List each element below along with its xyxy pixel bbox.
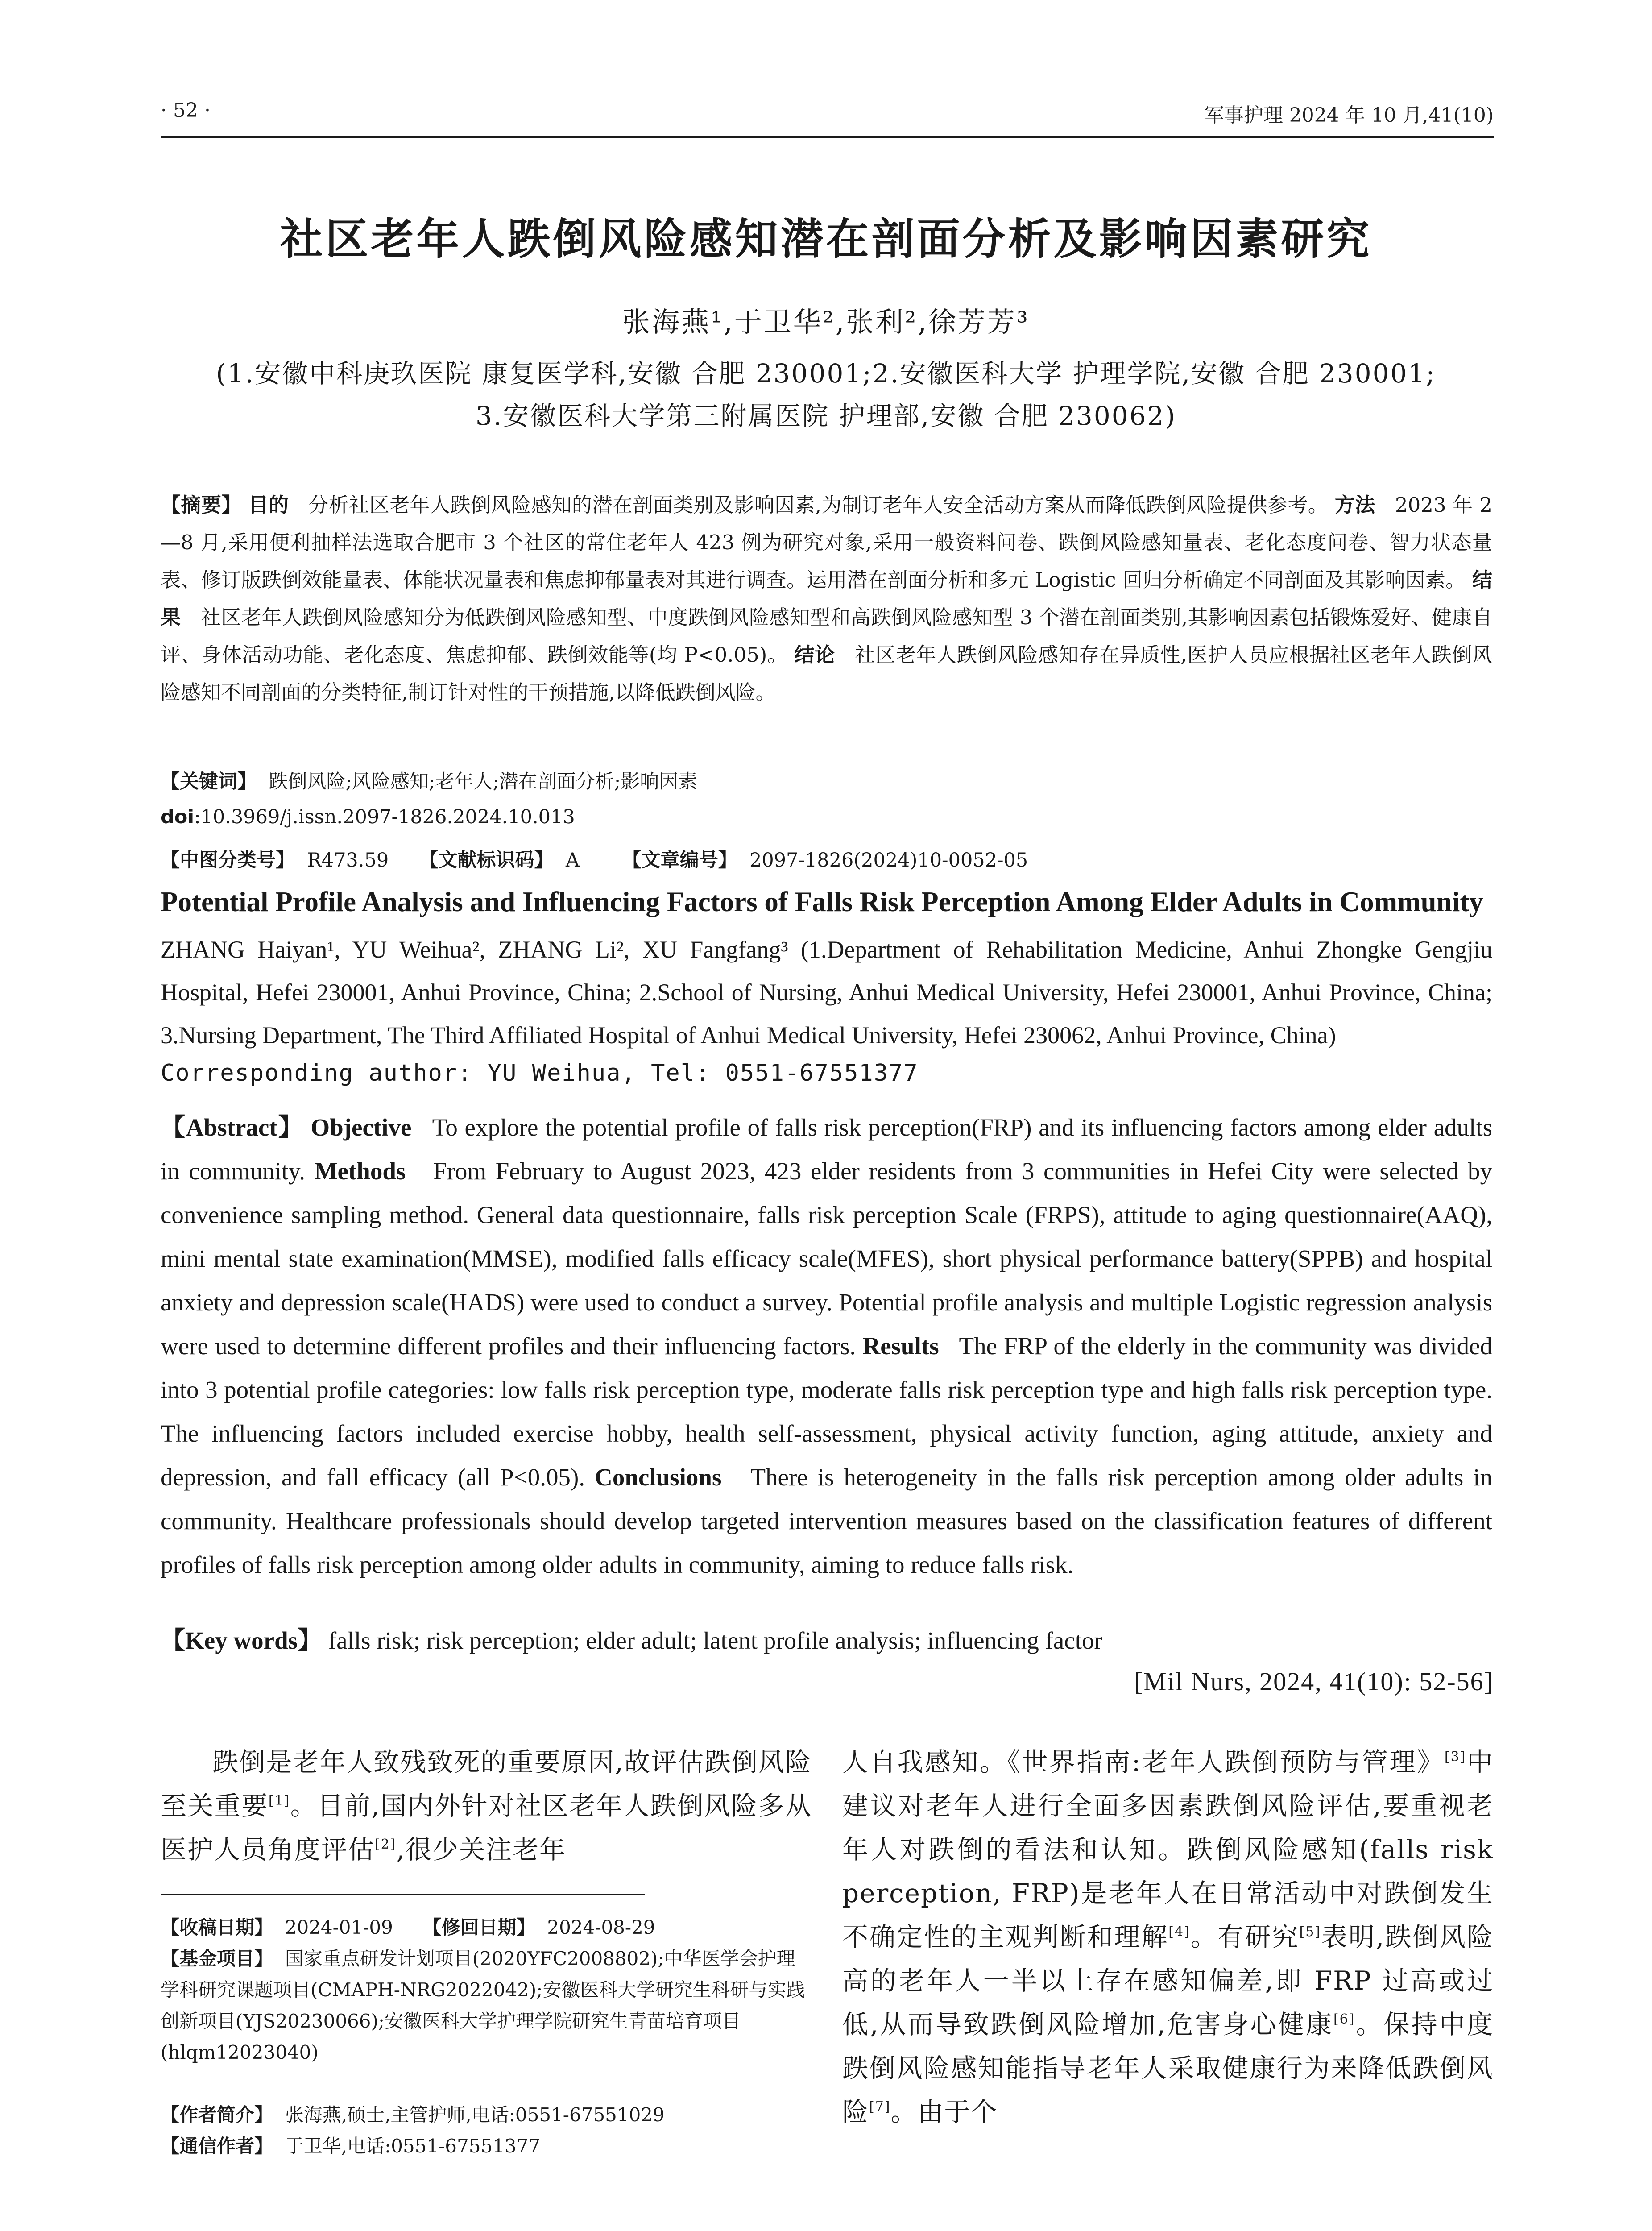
- article-no-value: 2097-1826(2024)10-0052-05: [749, 849, 1028, 871]
- doi-line: [161, 806, 575, 828]
- body-text: 人自我感知。《世界指南:老年人跌倒预防与管理》: [842, 1747, 1445, 1777]
- en-results-text: The FRP of the elderly in the community was divided into 3 potential profile categories: low falls risk perception type, moderate falls risk perception type and high falls risk perception type. The influencing factors included exercise hobby, health self-assessment, physical activity function, aging attitude, anxiety and depression, and fall efficacy (all P<0.05).: [161, 1332, 1493, 1491]
- en-results-label: Results: [862, 1332, 939, 1360]
- header-rule: [161, 136, 1494, 138]
- footnote-rule: [161, 1894, 645, 1895]
- author-bio-label: 【作者简介】: [161, 2104, 273, 2126]
- english-title: Potential Profile Analysis and Influencing Factors of Falls Risk Perception Among Elder Adults in Community: [161, 886, 1483, 917]
- revised-date: 2024-08-29: [547, 1916, 655, 1938]
- methods-text: 2023 年 2—8 月,采用便利抽样法选取合肥市 3 个社区的常住老年人 423 例为研究对象,采用一般资料问卷、跌倒风险感知量表、老化态度问卷、智力状态量表、修订版跌倒效能量表、体能状况量表和焦虑抑郁量表对其进行调查。运用潜在剖面分析和多元 Logistic 回归分析确定不同剖面及其影响因素。: [161, 493, 1492, 592]
- ref-7[interactable]: [7]: [869, 2099, 891, 2115]
- article-title: 社区老年人跌倒风险感知潜在剖面分析及影响因素研究: [280, 214, 1372, 264]
- footnote-author: [161, 2099, 812, 2131]
- keywords-zh-text: 跌倒风险;风险感知;老年人;潜在剖面分析;影响因素: [269, 771, 698, 793]
- author-list: 张海燕¹,于卫华²,张利²,徐芳芳³: [622, 306, 1030, 338]
- ref-3[interactable]: [3]: [1444, 1749, 1466, 1765]
- doc-code-value: A: [565, 849, 580, 871]
- doc-code-label: 【文献标识码】: [419, 849, 554, 871]
- en-methods-text: From February to August 2023, 423 elder residents from 3 communities in Hefei City were selected by convenience sampling method. General data questionnaire, falls risk perception Scale (FRPS), attitude to aging questionnaire(AAQ), mini mental state examination(MMSE), modified falls efficacy scale(MFES), short physical performance battery(SPPB) and hospital anxiety and depression scale(HADS) were used to conduct a survey. Potential profile analysis and multiple Logistic regression analysis were used to determine different profiles and their influencing factors.: [161, 1157, 1493, 1360]
- affiliation-line-1: (1.安徽中科庚玖医院 康复医学科,安徽 合肥 230001;2.安徽医科大学 护理学院,安徽 合肥 230001;: [216, 358, 1436, 389]
- keywords-zh-label: 【关键词】: [161, 771, 257, 793]
- en-objective-label: Objective: [311, 1114, 412, 1141]
- body-right-column: [842, 1740, 1494, 2134]
- body-text: 表明,跌倒风险高的老年人一半以上存在感知偏差,即 FRP 过高或过低,从而导致跌倒风险增加,危害身心健康: [842, 1922, 1494, 2040]
- doi-link[interactable]: :10.3969/j.issn.2097-1826.2024.10.013: [194, 806, 575, 828]
- revised-label: 【修回日期】: [422, 1916, 535, 1938]
- body-text: 。由于个: [890, 2097, 998, 2127]
- received-date: 2024-01-09: [285, 1916, 393, 1938]
- ref-2[interactable]: [2]: [375, 1837, 397, 1852]
- journal-info: 军事护理 2024 年 10 月,41(10): [1204, 104, 1494, 127]
- body-text: 。有研究: [1190, 1922, 1300, 1952]
- page-number: · 52 ·: [161, 99, 211, 122]
- body-left-column: [161, 1740, 812, 1871]
- body-text: 中建议对老年人进行全面多因素跌倒风险评估,要重视老年人对跌倒的看法和认知。跌倒风险感知(falls risk perception, FRP)是老年人在日常活动中对跌倒发生不确定性的主观判断和理解: [842, 1747, 1494, 1952]
- body-text: ,很少关注老年: [396, 1834, 566, 1865]
- chinese-abstract: [161, 486, 1492, 711]
- ref-1[interactable]: [1]: [268, 1793, 290, 1808]
- citation: [Mil Nurs, 2024, 41(10): 52-56]: [1134, 1667, 1494, 1696]
- results-label: 结果: [161, 568, 1492, 629]
- article-no-label: 【文章编号】: [622, 849, 737, 871]
- abstract-label: 【摘要】: [161, 493, 242, 517]
- ref-6[interactable]: [6]: [1333, 2011, 1355, 2027]
- english-authors-affiliations: ZHANG Haiyan¹, YU Weihua², ZHANG Li², XU Fangfang³ (1.Department of Rehabilitation Medicine, Anhui Zhongke Gengjiu Hospital, Hefei 230001, Anhui Province, China; 2.School of Nursing, Anhui Medical University, Hefei 230001, Anhui Province, China; 3.Nursing Department, The Third Affiliated Hospital of Anhui Medical University, Hefei 230062, Anhui Province, China): [161, 936, 1492, 1049]
- ref-4[interactable]: [4]: [1168, 1924, 1190, 1940]
- en-methods-label: Methods: [314, 1157, 406, 1185]
- clc-label: 【中图分类号】: [161, 849, 295, 871]
- methods-label: 方法: [1334, 493, 1375, 517]
- received-label: 【收稿日期】: [161, 1916, 273, 1938]
- affiliation-line-2: 3.安徽医科大学第三附属医院 护理部,安徽 合肥 230062): [475, 401, 1177, 431]
- classification-line: [161, 845, 1028, 872]
- results-text: 社区老年人跌倒风险感知分为低跌倒风险感知型、中度跌倒风险感知型和高跌倒风险感知型 3 个潜在剖面类别,其影响因素包括锻炼爱好、健康自评、身体活动功能、老化态度、焦虑抑郁、跌倒效能等(均 P<0.05)。: [161, 605, 1492, 667]
- footnote-correspondence: [161, 2131, 812, 2162]
- keywords-en: [161, 1621, 1102, 1656]
- en-conclusions-text: There is heterogeneity in the falls risk perception among older adults in community. Healthcare professionals should develop targeted intervention measures based on the classification features of different profiles of falls risk perception among older adults in community, aiming to reduce falls risk.: [161, 1464, 1493, 1578]
- author-bio-text: 张海燕,硕士,主管护师,电话:0551-67551029: [285, 2104, 665, 2126]
- objective-label: 目的: [248, 493, 289, 517]
- conclusion-label: 结论: [794, 643, 835, 667]
- corr-text: 于卫华,电话:0551-67551377: [285, 2135, 541, 2157]
- fund-text: 国家重点研发计划项目(2020YFC2008802);中华医学会护理学科研究课题项目(CMAPH-NRG2022042);安徽医科大学研究生科研与实践创新项目(YJS20230066);安徽医科大学护理学院研究生青苗培育项目(hlqm12023040): [161, 1948, 805, 2063]
- fund-label: 【基金项目】: [161, 1948, 273, 1970]
- conclusion-text: 社区老年人跌倒风险感知存在异质性,医护人员应根据社区老年人跌倒风险感知不同剖面的分类特征,制订针对性的干预措施,以降低跌倒风险。: [161, 643, 1492, 704]
- body-text: 。目前,国内外针对社区老年人跌倒风险多从医护人员角度评估: [161, 1791, 812, 1865]
- en-abstract-label: 【Abstract】: [161, 1114, 304, 1141]
- objective-text: 分析社区老年人跌倒风险感知的潜在剖面类别及影响因素,为制订老年人安全活动方案从而降低跌倒风险提供参考。: [308, 493, 1329, 517]
- english-abstract: [161, 1106, 1492, 1587]
- doi-label: doi: [161, 806, 195, 828]
- corr-label: 【通信作者】: [161, 2135, 273, 2157]
- clc-value: R473.59: [307, 849, 389, 871]
- en-conclusions-label: Conclusions: [595, 1464, 722, 1491]
- body-text: 。保持中度跌倒风险感知能指导老年人采取健康行为来降低跌倒风险: [842, 2009, 1494, 2127]
- footnote-dates: [161, 1912, 812, 1943]
- ref-5[interactable]: [5]: [1299, 1924, 1321, 1940]
- keywords-en-label: 【Key words】: [161, 1627, 323, 1654]
- en-objective-text: To explore the potential profile of falls risk perception(FRP) and its influencing factors among elder adults in community.: [161, 1114, 1493, 1185]
- footnote-fund: [161, 1943, 812, 2068]
- keywords-en-text: falls risk; risk perception; elder adult; latent profile analysis; influencing factor: [328, 1627, 1102, 1654]
- body-text: 跌倒是老年人致残致死的重要原因,故评估跌倒风险至关重要: [161, 1747, 812, 1821]
- keywords-zh: [161, 767, 697, 794]
- corresponding-author: Corresponding author: YU Weihua, Tel: 0551-67551377: [161, 1060, 919, 1086]
